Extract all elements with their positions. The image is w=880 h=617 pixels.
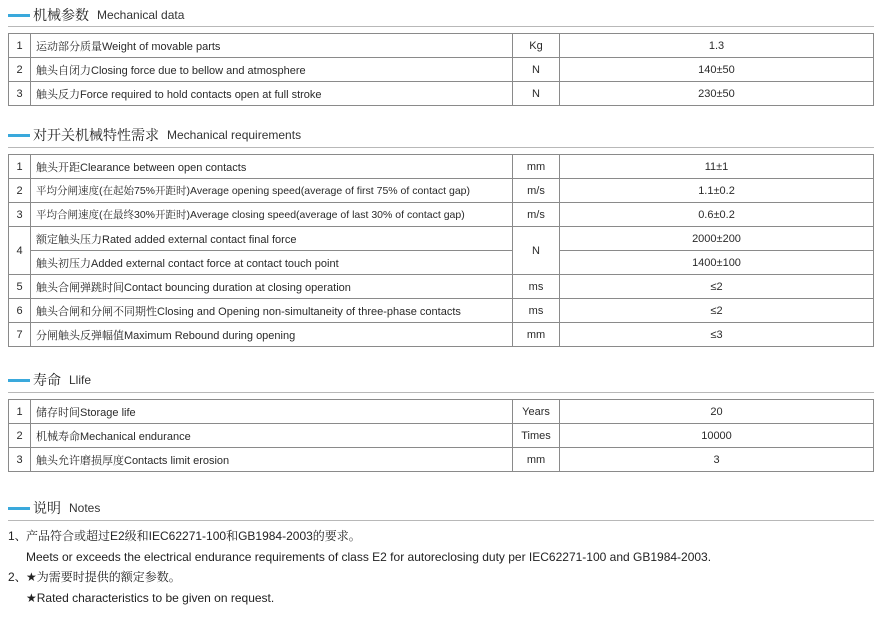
row-description: 平均合闸速度(在最终30%开距时)Average closing speed(average of last 30% of contact gap) <box>31 203 513 227</box>
row-description: 额定触头压力Rated added external contact final force <box>31 227 513 251</box>
section-title-en: Mechanical data <box>97 8 185 22</box>
table-row <box>9 275 874 299</box>
row-description: 触头初压力Added external contact force at contact touch point <box>31 251 513 275</box>
row-value: 1.1±0.2 <box>560 179 874 203</box>
table-row <box>9 203 874 227</box>
life-table <box>8 399 874 472</box>
row-number: 1 <box>9 34 31 58</box>
note-text-cn: 产品符合或超过E2级和IEC62271-100和GB1984-2003的要求。 <box>26 529 361 543</box>
row-description: 触头自闭力Closing force due to bellow and atmosphere <box>31 58 513 82</box>
section-divider <box>8 392 874 393</box>
section-title-en: Mechanical requirements <box>167 128 302 142</box>
row-unit: Years <box>513 400 560 424</box>
row-value: 1.3 <box>560 34 874 58</box>
row-description: 机械寿命Mechanical endurance <box>31 424 513 448</box>
section-title-cn: 机械参数 <box>33 7 89 23</box>
mechanical-data-table <box>8 33 874 106</box>
section-title-cn: 对开关机械特性需求 <box>33 127 159 143</box>
section-divider <box>8 147 874 148</box>
note-number: 1、 <box>8 529 27 543</box>
table-row <box>9 82 874 106</box>
section-divider <box>8 26 874 27</box>
row-unit: mm <box>513 155 560 179</box>
section-title-cn: 说明 <box>33 500 61 516</box>
section-header-notes <box>8 498 100 518</box>
section-title-en: Llife <box>69 373 92 387</box>
table-row <box>9 400 874 424</box>
section-header-life <box>8 370 91 390</box>
section-header-mechanical-requirements <box>8 125 301 145</box>
notes-list <box>8 526 874 608</box>
table-row <box>9 424 874 448</box>
row-unit: ms <box>513 299 560 323</box>
note-item <box>8 526 874 567</box>
mechanical-requirements-table <box>8 154 874 347</box>
row-description: 触头合闸和分闸不同期性Closing and Opening non-simultaneity of three-phase contacts <box>31 299 513 323</box>
row-value: 10000 <box>560 424 874 448</box>
table-row <box>9 179 874 203</box>
row-unit: m/s <box>513 179 560 203</box>
table-row <box>9 448 874 472</box>
row-number: 3 <box>9 448 31 472</box>
note-item <box>8 567 874 608</box>
row-description: 触头合闸弹跳时间Contact bouncing duration at closing operation <box>31 275 513 299</box>
row-description: 分闸触头反弹幅值Maximum Rebound during opening <box>31 323 513 347</box>
row-number: 5 <box>9 275 31 299</box>
note-line-cn <box>8 567 874 588</box>
row-number: 3 <box>9 82 31 106</box>
row-description: 平均分闸速度(在起始75%开距时)Average opening speed(average of first 75% of contact gap) <box>31 179 513 203</box>
row-number: 7 <box>9 323 31 347</box>
row-unit: N <box>513 82 560 106</box>
section-accent-bar <box>8 379 30 382</box>
row-value: 11±1 <box>560 155 874 179</box>
row-value: 20 <box>560 400 874 424</box>
section-divider <box>8 520 874 521</box>
row-number: 2 <box>9 179 31 203</box>
row-value: ≤2 <box>560 275 874 299</box>
section-accent-bar <box>8 14 30 17</box>
table-row <box>9 58 874 82</box>
row-unit: mm <box>513 323 560 347</box>
row-number: 6 <box>9 299 31 323</box>
row-number: 2 <box>9 424 31 448</box>
row-description: 触头开距Clearance between open contacts <box>31 155 513 179</box>
table-row <box>9 323 874 347</box>
row-unit: N <box>513 227 560 275</box>
row-number: 1 <box>9 155 31 179</box>
row-value: 230±50 <box>560 82 874 106</box>
row-description: 运动部分质量Weight of movable parts <box>31 34 513 58</box>
section-title-en: Notes <box>69 501 101 515</box>
row-value: ≤2 <box>560 299 874 323</box>
row-number: 4 <box>9 227 31 275</box>
section-title-cn: 寿命 <box>33 372 61 388</box>
row-value: 1400±100 <box>560 251 874 275</box>
table-row <box>9 155 874 179</box>
row-unit: N <box>513 58 560 82</box>
note-text-en: ★Rated characteristics to be given on request. <box>26 590 275 605</box>
row-number: 3 <box>9 203 31 227</box>
row-description: 触头允许磨损厚度Contacts limit erosion <box>31 448 513 472</box>
note-line-cn <box>8 526 874 547</box>
note-number: 2、 <box>8 570 27 584</box>
section-accent-bar <box>8 134 30 137</box>
table-row <box>9 227 874 251</box>
section-header-mechanical-data <box>8 5 184 25</box>
row-value: 0.6±0.2 <box>560 203 874 227</box>
row-unit: m/s <box>513 203 560 227</box>
row-description: 触头反力Force required to hold contacts open at full stroke <box>31 82 513 106</box>
note-text-cn: ★为需要时提供的额定参数。 <box>26 570 181 584</box>
section-accent-bar <box>8 507 30 510</box>
row-value: 140±50 <box>560 58 874 82</box>
row-unit: ms <box>513 275 560 299</box>
row-value: 2000±200 <box>560 227 874 251</box>
row-unit: Times <box>513 424 560 448</box>
row-number: 1 <box>9 400 31 424</box>
row-unit: Kg <box>513 34 560 58</box>
note-text-en: Meets or exceeds the electrical endurance requirements of class E2 for autoreclosing duty per IEC62271-100 and GB1984-2003. <box>26 549 712 564</box>
row-value: ≤3 <box>560 323 874 347</box>
row-unit: mm <box>513 448 560 472</box>
table-row <box>9 299 874 323</box>
table-row <box>9 251 874 275</box>
row-value: 3 <box>560 448 874 472</box>
row-description: 储存时间Storage life <box>31 400 513 424</box>
row-number: 2 <box>9 58 31 82</box>
table-row <box>9 34 874 58</box>
